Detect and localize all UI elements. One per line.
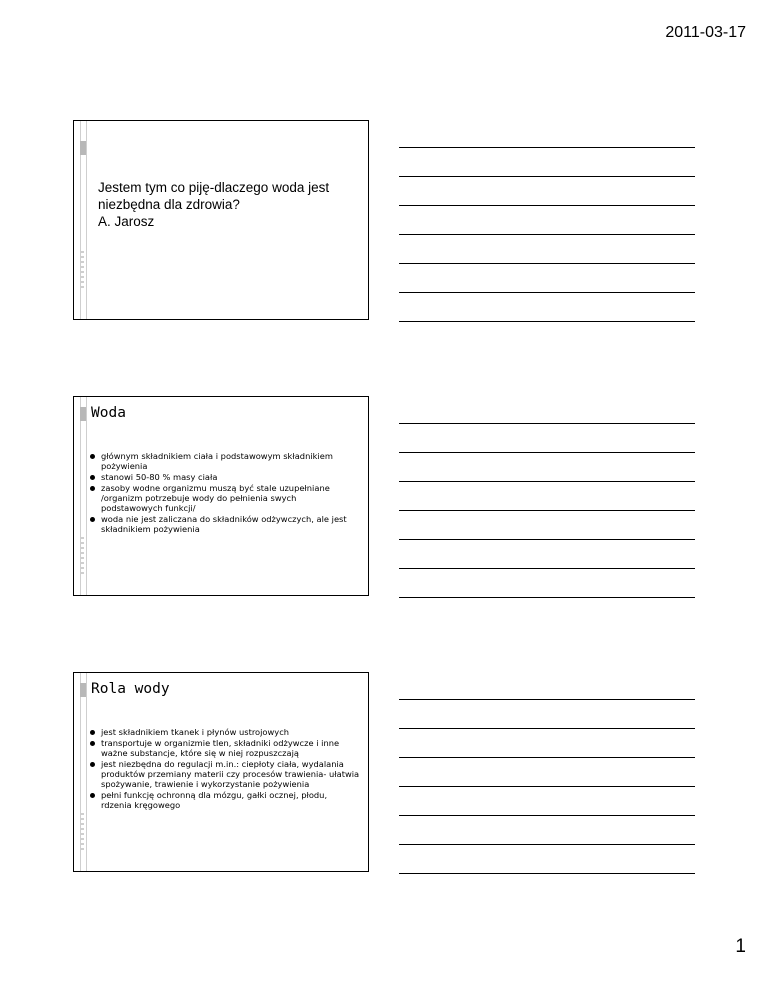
page-number: 1 — [735, 936, 746, 957]
slide-title-line: A. Jarosz — [98, 214, 155, 229]
bullet-list — [90, 727, 360, 811]
note-line — [399, 234, 695, 235]
slide-title-line: niezbędna dla zdrowia? — [98, 197, 240, 212]
slide-title-line: Jestem tym co piję-dlaczego woda jest — [98, 180, 330, 195]
bullet-item: głównym składnikiem ciała i podstawowym składnikiem pożywienia — [90, 451, 360, 471]
note-line — [399, 873, 695, 874]
note-line — [399, 539, 695, 540]
bullet-item: pełni funkcję ochronną dla mózgu, gałki ocznej, płodu, rdzenia kręgowego — [90, 790, 360, 810]
note-line — [399, 205, 695, 206]
slide-heading: Woda — [91, 405, 126, 421]
bullet-item: zasoby wodne organizmu muszą być stale uzupełniane /organizm potrzebuje wody do pełnienia swych podstawowych funkcji/ — [90, 483, 360, 513]
bullet-item: transportuje w organizmie tlen, składniki odżywcze i inne ważne substancje, które się w niej rozpuszczają — [90, 738, 360, 758]
note-line — [399, 147, 695, 148]
bullet-item: woda nie jest zaliczana do składników odżywczych, ale jest składnikiem pożywienia — [90, 514, 360, 534]
note-line — [399, 786, 695, 787]
note-line — [399, 568, 695, 569]
note-line — [399, 292, 695, 293]
slide-decoration-block — [80, 141, 86, 155]
slide-1 — [73, 120, 369, 320]
note-line — [399, 699, 695, 700]
slide-decoration-ticks — [81, 813, 84, 853]
note-line — [399, 597, 695, 598]
note-line — [399, 176, 695, 177]
note-line — [399, 321, 695, 322]
note-line — [399, 510, 695, 511]
slide-decoration-ticks — [81, 537, 84, 577]
bullet-item: stanowi 50-80 % masy ciała — [90, 472, 360, 482]
bullet-list — [90, 451, 360, 535]
note-line — [399, 481, 695, 482]
header-date: 2011-03-17 — [665, 24, 746, 41]
note-line — [399, 452, 695, 453]
slide-decoration-ticks — [81, 251, 84, 291]
bullet-item: jest niezbędna do regulacji m.in.: ciepłoty ciała, wydalania produktów przemiany materii czy procesów trawienia- ułatwia spożywanie, trawienie i wykorzystanie pożywienia — [90, 759, 360, 789]
note-line — [399, 728, 695, 729]
note-line — [399, 844, 695, 845]
note-line — [399, 757, 695, 758]
slide-title — [98, 179, 358, 230]
note-line — [399, 815, 695, 816]
bullet-item: jest składnikiem tkanek i płynów ustrojowych — [90, 727, 360, 737]
slide-decoration-block — [80, 683, 86, 697]
slide-3 — [73, 672, 369, 872]
slide-2 — [73, 396, 369, 596]
slide-heading: Rola wody — [91, 681, 170, 697]
slide-decoration-block — [80, 407, 86, 421]
note-line — [399, 423, 695, 424]
note-line — [399, 263, 695, 264]
